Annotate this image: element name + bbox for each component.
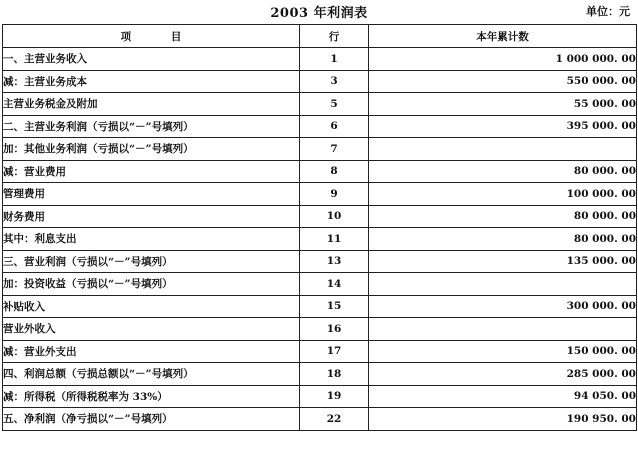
row-line: 10: [300, 205, 369, 228]
row-line: 3: [300, 70, 369, 93]
table-row: [3, 48, 637, 71]
row-item: 主营业务税金及附加: [3, 93, 300, 116]
row-line: 16: [300, 318, 369, 341]
table-row: [3, 318, 637, 341]
income-statement-table: [2, 24, 637, 431]
row-line: 14: [300, 273, 369, 296]
table-row: [3, 385, 637, 408]
table-row: [3, 273, 637, 296]
row-line: 13: [300, 250, 369, 273]
row-item: 管理费用: [3, 183, 300, 206]
row-item: 一、主营业务收入: [3, 48, 300, 71]
row-item: 补贴收入: [3, 295, 300, 318]
row-amount: 55 000. 00: [369, 93, 637, 116]
row-amount: 80 000. 00: [369, 205, 637, 228]
table-row: [3, 363, 637, 386]
row-line: 7: [300, 138, 369, 161]
table-row: [3, 115, 637, 138]
row-amount: 150 000. 00: [369, 340, 637, 363]
row-item: 二、主营业务利润（亏损以“－”号填列）: [3, 115, 300, 138]
row-line: 19: [300, 385, 369, 408]
table-row: [3, 228, 637, 251]
unit-label: 单位：元: [586, 5, 630, 18]
table-row: [3, 93, 637, 116]
header-line: 行: [300, 25, 369, 48]
row-amount: [369, 273, 637, 296]
row-line: 11: [300, 228, 369, 251]
row-item: 三、营业利润（亏损以“－”号填列）: [3, 250, 300, 273]
row-amount: 94 050. 00: [369, 385, 637, 408]
row-amount: 190 950. 00: [369, 408, 637, 431]
table-row: [3, 160, 637, 183]
row-item: 减：营业费用: [3, 160, 300, 183]
row-amount: [369, 138, 637, 161]
row-item: 四、利润总额（亏损总额以“－”号填列）: [3, 363, 300, 386]
row-amount: 135 000. 00: [369, 250, 637, 273]
row-line: 22: [300, 408, 369, 431]
row-amount: 100 000. 00: [369, 183, 637, 206]
row-line: 1: [300, 48, 369, 71]
row-item: 五、净利润（净亏损以“－”号填列）: [3, 408, 300, 431]
row-amount: 395 000. 00: [369, 115, 637, 138]
row-line: 18: [300, 363, 369, 386]
table-row: [3, 340, 637, 363]
table-row: [3, 183, 637, 206]
row-amount: 300 000. 00: [369, 295, 637, 318]
row-amount: [369, 318, 637, 341]
row-line: 8: [300, 160, 369, 183]
table-row: [3, 250, 637, 273]
row-amount: 1 000 000. 00: [369, 48, 637, 71]
row-line: 17: [300, 340, 369, 363]
table-row: [3, 70, 637, 93]
row-amount: 550 000. 00: [369, 70, 637, 93]
row-line: 6: [300, 115, 369, 138]
row-amount: 80 000. 00: [369, 160, 637, 183]
table-row: [3, 295, 637, 318]
table-row: [3, 138, 637, 161]
row-item: 营业外收入: [3, 318, 300, 341]
row-amount: 80 000. 00: [369, 228, 637, 251]
row-item: 加：投资收益（亏损以“－”号填列）: [3, 273, 300, 296]
row-item: 减：所得税（所得税税率为 33%）: [3, 385, 300, 408]
table-header-row: [3, 25, 637, 48]
row-item: 减：营业外支出: [3, 340, 300, 363]
row-item: 财务费用: [3, 205, 300, 228]
row-item: 加：其他业务利润（亏损以“－”号填列）: [3, 138, 300, 161]
row-item: 其中：利息支出: [3, 228, 300, 251]
row-line: 5: [300, 93, 369, 116]
header-item: 项 目: [3, 25, 300, 48]
row-amount: 285 000. 00: [369, 363, 637, 386]
row-item: 减：主营业务成本: [3, 70, 300, 93]
row-line: 9: [300, 183, 369, 206]
page-title: 2003 年利润表: [270, 6, 368, 21]
header-amount: 本年累计数: [369, 25, 637, 48]
row-line: 15: [300, 295, 369, 318]
table-row: [3, 408, 637, 431]
table-row: [3, 205, 637, 228]
